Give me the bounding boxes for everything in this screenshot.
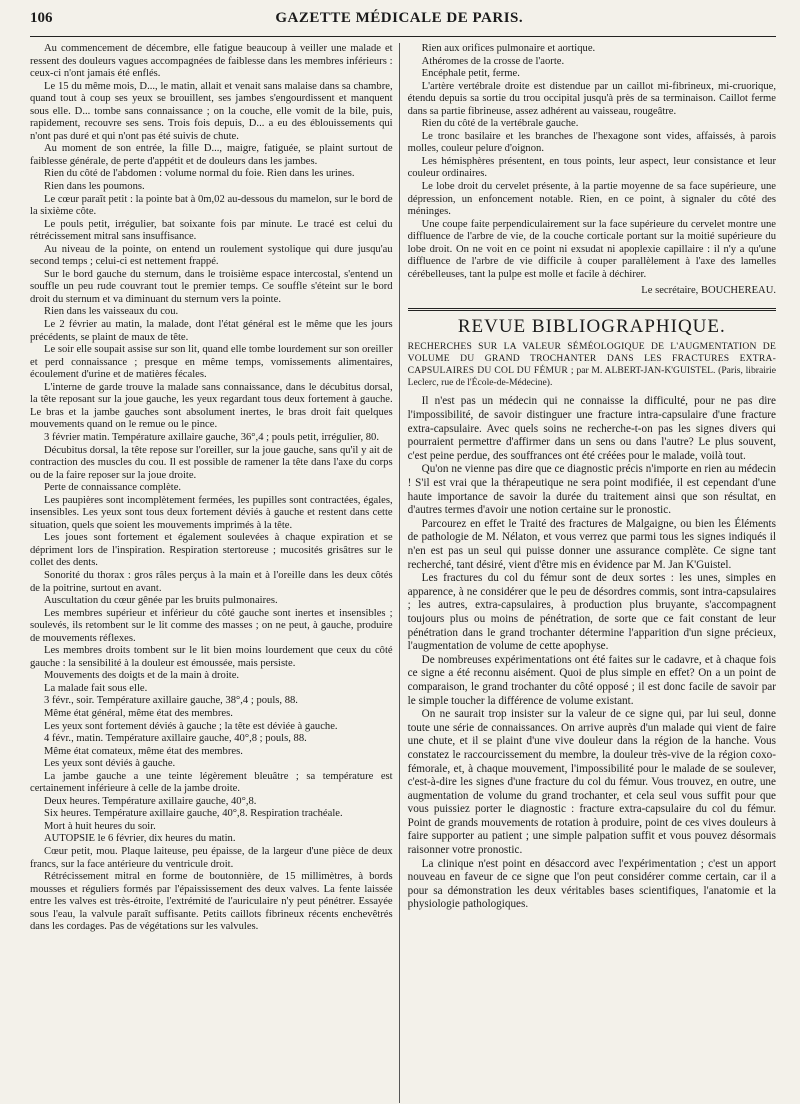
signature-prefix: Le secrétaire, (641, 285, 699, 297)
review-paragraph: Qu'on ne vienne pas dire que ce diagnostic précis n'importe en rien au médecin ! S'il est vrai que la thérapeutique ne sera point modifiée, il est cependant d'une haute importance de savoir la durée du traitement ainsi que son résultat, en d'autres termes d'avoir une notion certaine sur le pronostic. (407, 463, 776, 517)
case-paragraph: Deux heures. Température axillaire gauche, 40°,8. (44, 795, 257, 807)
review-paragraph: On ne saurait trop insister sur la valeur de ce signe qui, par lui seul, donne toute une série de connaissances. On arrive auprès d'un malade qui vient de faire une chute, et il se plaint d'une vive douleur dans la région de la hanche. Vous constatez le raccourcissement du membre, la douleur très-vive de la région coxo-fémorale, et, à chaque mouvement, l'impossibilité pour le malade de se soulever, c'est-à-dire les signes d'une fracture du col du fémur. Vous trouvez, en outre, une augmentation de volume du grand trochanter, et cela seul vous suffit pour que vous puissiez porter le diagnostic : fracture extra-capsulaire du col du fémur. Point de grands mouvements de rotation à produire, point de ces vives douleurs à faire supporter au patient ; une simple palpation suffit et vous pouvez désormais raisonner votre pronostic. (407, 708, 776, 857)
case-paragraph: Le 15 du même mois, D..., le matin, allait et venait sans malaise dans sa chambre, quand tout à coup ses yeux se brouillent, ses jambes s'engourdissent et manquent sous elle. D... tombe sans connaissance ; on la couche, elle vomit de la bile, puis, rapidement, recouvre ses sens. Trois fois depuis, D... a eu des éblouissements qui n'ont pas duré et qui n'ont pas été suivis de chute. (30, 80, 393, 142)
case-paragraph: Les paupières sont incomplètement fermées, les pupilles sont contractées, égales, insensibles. Les yeux sont tous deux fortement déviés à gauche et restent dans cette situation, quels que soient les mouvements imprimés à la tête. (30, 494, 393, 531)
case-paragraph: Perte de connaissance complète. (44, 482, 182, 494)
autopsy-paragraph: Le lobe droit du cervelet présente, à la partie moyenne de sa face supérieure, une dépression, un enfoncement notable. Rien, en ce point, à signaler du côté des méninges. (407, 181, 776, 218)
case-paragraph: Sur le bord gauche du sternum, dans le troisième espace intercostal, s'entend un souffle un peu rude couvrant tout le premier temps. Ce souffle s'éteint sur le bord droit du sternum et va diminuant du sternum vers la pointe. (30, 268, 393, 305)
case-report-continuation (408, 43, 776, 281)
case-paragraph: Rien dans les poumons. (44, 181, 145, 193)
autopsy-paragraph: Le tronc basilaire et les branches de l'hexagone sont vides, affaissés, à parois molles, couleur pelure d'oignon. (407, 130, 776, 155)
review-heading-title: RECHERCHES SUR LA VALEUR SÉMÉOLOGIQUE DE L'AUGMENTATION DE VOLUME DU GRAND TROCHANTER DANS LES FRACTURES EXTRA-CAPSULAIRES DU COL DU FÉMUR ; (407, 341, 776, 377)
case-paragraph: Au moment de son entrée, la fille D..., maigre, fatiguée, se plaint surtout de faiblesse générale, de perte d'appétit et de douleurs dans les jambes. (30, 143, 393, 167)
case-paragraph: Mouvements des doigts et de la main à droite. (44, 670, 240, 682)
review-heading-publisher: (Paris, librairie Leclerc, rue de l'École-de-Médecine). (407, 365, 776, 389)
review-paragraph: Les fractures du col du fémur sont de deux sortes : les unes, simples en apparence, à ne considérer que le peu de désordres commis, sont intra-capsulaires ; les autres, extra-capsulaires, à production plus bruyante, s'accompagnent toujours plus ou moins de pénétration, de sorte que ce fait constant de leur pénétration dans le grand trochanter détermine l'apparition d'un signe précieux, l'augmentation de volume de cette apophyse. (407, 572, 776, 653)
review-heading-author: par M. ALBERT-JAN-K'GUISTEL. (576, 365, 716, 377)
case-paragraph: La jambe gauche a une teinte légèrement bleuâtre ; sa température est certainement inférieure à celle de la jambe droite. (30, 770, 393, 795)
review-body (408, 395, 776, 912)
autopsy-paragraph: Rien aux orifices pulmonaire et aortique. (421, 43, 596, 54)
case-paragraph: Le cœur paraît petit : la pointe bat à 0m,02 au-dessous du mamelon, sur le bord de la sixième côte. (30, 193, 393, 218)
case-paragraph: Rien du côté de l'abdomen : volume normal du foie. Rien dans les urines. (44, 168, 355, 180)
case-paragraph: Au niveau de la pointe, on entend un roulement systolique qui dure jusqu'au second temps ; celui-ci est nettement frappé. (30, 243, 393, 268)
page-number: 106 (30, 10, 53, 26)
case-paragraph: Les yeux sont déviés à gauche. (44, 758, 176, 770)
journal-title: GAZETTE MÉDICALE DE PARIS. (275, 10, 524, 26)
case-paragraph: Rien dans les vaisseaux du cou. (44, 306, 179, 318)
case-paragraph: Mort à huit heures du soir. (44, 820, 156, 832)
case-paragraph: 3 février matin. Température axillaire gauche, 36°,4 ; pouls petit, irrégulier, 80. (44, 431, 379, 443)
secretary-signature (408, 285, 776, 298)
case-paragraph: Les joues sont fortement et également soulevées à chaque expiration et se dépriment lors de l'inspiration. Respiration stertoreuse ; mucosités grisâtres sur le collet des dents. (30, 532, 393, 569)
case-paragraph: Six heures. Température axillaire gauche, 40°,8. Respiration trachéale. (44, 808, 343, 820)
review-paragraph: Parcourez en effet le Traité des fractures de Malgaigne, ou bien les Éléments de pathologie de M. Nélaton, et vous verrez que parmi tous les signes indiqués il n'en est pas un seul qui puisse donner une assurance complète. Ce signe tant recherché, tant désiré, vient d'être mis en évidence par M. Jan K'Guistel. (407, 517, 776, 571)
case-paragraph: 4 févr., matin. Température axillaire gauche, 40°,8 ; pouls, 88. (44, 733, 307, 745)
case-paragraph: Même état général, même état des membres. (44, 707, 233, 719)
case-paragraph: Les membres droits tombent sur le lit bien moins lourdement que ceux du côté gauche : la sensibilité à la douleur est émoussée, mais persiste. (30, 645, 393, 669)
case-paragraph: Le 2 février au matin, la malade, dont l'état général est le même que les jours précédents, se plaint de maux de tête. (30, 319, 393, 343)
case-paragraph: Auscultation du cœur gênée par les bruits pulmonaires. (44, 595, 278, 607)
case-paragraph: Rétrécissement mitral en forme de boutonnière, de 15 millimètres, à bords mousses et réguliers formés par l'épaississement des deux valves. La fente laissée entre les valves est très-étroite, l'extrémité de l'auriculaire n'y peut pénétrer. Essayée sous l'eau, la valvule paraît suffisante. Petits caillots fibrineux récents enchevêtrés dans les cordages. Pas de végétations sur les valvules. (30, 871, 393, 933)
case-paragraph: La malade fait sous elle. (44, 682, 148, 694)
review-paragraph: La clinique n'est point en désaccord avec l'expérimentation ; c'est un apport nouveau en faveur de ce signe que l'on peut considérer comme certain, car il a pour sa démonstration les deux véritables bases scientifiques, l'anatomie et la physiologie pathologiques. (407, 857, 776, 911)
autopsy-paragraph: Athéromes de la crosse de l'aorte. (421, 55, 565, 67)
case-paragraph: Cœur petit, mou. Plaque laiteuse, peu épaisse, de la largeur d'une pièce de deux francs, sur la face antérieure du ventricule droit. (30, 846, 393, 870)
case-paragraph: Sonorité du thorax : gros râles perçus à la main et à l'oreille dans les deux côtés de la poitrine, surtout en avant. (30, 569, 393, 594)
case-paragraph: Le soir elle soupait assise sur son lit, quand elle tombe lourdement sur son oreiller et perd connaissance ; presque en même temps, vomissements alimentaires, écoulement d'urine et de matières fécales. (30, 344, 393, 381)
case-paragraph: L'interne de garde trouve la malade sans connaissance, dans le décubitus dorsal, la tête reposant sur la joue gauche, les yeux regardant tous deux fortement à gauche. Le bras et la jambe gauches sont absolument inertes, le bras droit fait quelques mouvements quand on le remue ou le pince. (30, 381, 393, 431)
case-paragraph: Les yeux sont fortement déviés à gauche ; la tête est déviée à gauche. (44, 720, 338, 732)
two-column-body (30, 43, 776, 1103)
case-paragraph: Les membres supérieur et inférieur du côté gauche sont inertes et insensibles ; soulevés, ils retombent sur le lit comme des masses ; on ne peut, à gauche, produire de mouvements réflexes. (30, 607, 393, 644)
right-column (399, 43, 776, 1103)
case-paragraph: AUTOPSIE le 6 février, dix heures du matin. (44, 833, 236, 845)
case-paragraph: 3 févr., soir. Température axillaire gauche, 38°,4 ; pouls, 88. (44, 695, 298, 707)
section-divider (408, 308, 776, 311)
review-paragraph: De nombreuses expérimentations ont été faites sur le cadavre, et à chaque fois ce signe a été reconnu aisément. Quoi de plus simple en effet? On a un point de comparaison, le grand trochanter du côté opposé ; il est donc facile de savoir par le simple toucher la différence de volume existant. (407, 653, 776, 707)
signature-name: BOUCHEREAU. (700, 285, 776, 297)
review-paragraph: Il n'est pas un médecin qui ne connaisse la difficulté, pour ne pas dire l'impossibilité, de savoir distinguer une fracture intra-capsulaire d'une fracture extra-capsulaire. Avec quels soins ne recherche-t-on pas les signes divers qui pourraient permettre d'affirmer dans un sens ou dans l'autre? Le plus souvent, c'est peine perdue, des souffrances ont été créées pour le malade, voilà tout. (407, 395, 776, 462)
running-head (30, 10, 776, 37)
case-paragraph: Décubitus dorsal, la tête repose sur l'oreiller, sur la joue gauche, sans qu'il y ait de contraction des muscles du cou. Il est possible de ramener la tête dans l'axe du corps ou de la faire reposer sur la joue droite. (30, 444, 393, 481)
autopsy-paragraph: L'artère vertébrale droite est distendue par un caillot mi-fibrineux, mi-cruorique, étendu depuis sa sortie du trou occipital jusqu'à près de sa terminaison. Caillot ferme dans sa partie fibrineuse, assez adhérent au vaisseau, rougeâtre. (407, 80, 776, 117)
review-article-heading (408, 341, 776, 389)
autopsy-paragraph: Les hémisphères présentent, en tous points, leur aspect, leur consistance et leur couleur ordinaires. (407, 155, 776, 180)
review-section-title: REVUE BIBLIOGRAPHIQUE. (457, 315, 726, 337)
autopsy-paragraph: Encéphale petit, ferme. (421, 68, 520, 80)
autopsy-paragraph: Rien du côté de la vertébrale gauche. (421, 118, 579, 130)
case-paragraph: Même état comateux, même état des membres. (44, 745, 243, 757)
left-column (30, 43, 399, 1103)
case-paragraph: Le pouls petit, irrégulier, bat soixante fois par minute. Le tracé est celui du rétrécissement mitral sans insuffisance. (30, 218, 393, 243)
case-paragraph: Au commencement de décembre, elle fatigue beaucoup à veiller une malade et ressent des douleurs vagues accompagnées de faiblesse dans les membres inférieurs : ceux-ci n'ont jamais été enflés. (30, 43, 393, 80)
autopsy-paragraph: Une coupe faite perpendiculairement sur la face supérieure du cervelet montre une diffluence de l'arbre de vie, de la couche corticale portant sur la moitié supérieure du lobe droit. On ne voit en ce point ni exsudat ni apoplexie capillaire : il n'y a qu'une diffluence de l'arbre de vie difficile à couper parallèlement à l'axe des lamelles cérébelleuses, tant la pulpe est molle et facile à déchirer. (407, 218, 776, 280)
